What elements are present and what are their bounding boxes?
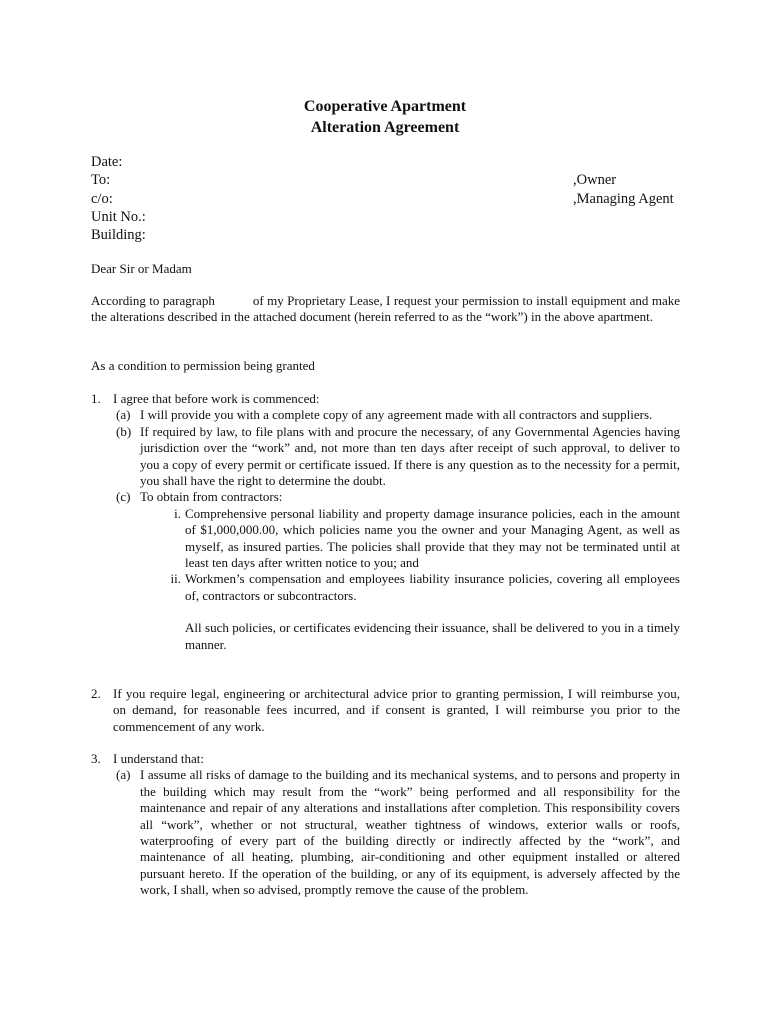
intro-part-1: According to paragraph [91, 293, 215, 308]
section-1 [91, 391, 680, 653]
section-1-item-a [91, 407, 680, 423]
section-2-number: 2. [91, 686, 101, 701]
unit-row [91, 208, 691, 226]
section-1-item-c-ii [91, 571, 680, 604]
unit-label: Unit No.: [91, 208, 146, 225]
to-row [91, 171, 691, 189]
title-line-1: Cooperative Apartment [303, 98, 467, 115]
condition-paragraph: As a condition to permission being granted [91, 358, 315, 373]
section-1-text: I agree that before work is commenced: [113, 391, 320, 406]
policies-note: All such policies, or certificates evidencing their issuance, shall be delivered to you in a timely manner. [185, 620, 680, 652]
section-1-item-c-i [91, 506, 680, 572]
section-1-heading [91, 391, 680, 407]
intro-part-2: of my Proprietary Lease, I request your permission to install equipment and make the alterations described in the attached document (herein referred to as the “work”) in the above apartment. [91, 293, 680, 325]
owner-label: ,Owner [573, 172, 617, 189]
section-3-heading [91, 751, 680, 767]
co-row [91, 190, 691, 208]
item-ii-text: Workmen’s compensation and employees liability insurance policies, covering all employees of, contractors or subcontractors. [185, 571, 680, 603]
title-line-2: Alteration Agreement [310, 119, 460, 136]
section-3-item-a-text: I assume all risks of damage to the building and its mechanical systems, and to persons and property in the building which may result from the “work” being performed and all responsibility for the maintenance and repair of any alterations and installations after completion. This responsibility covers all “work”, whether or not structural, weather tightness of windows, exterior walls or roofs, waterproofing of every part of the building directly or indirectly affected by the “work”, and maintenance of all heating, plumbing, air-conditioning and other equipment installed or altered pursuant hereto. If the operation of the building, or any of its equipment, is adversely affected by the work, I shall, when so advised, promptly remove the cause of the problem. [140, 767, 680, 898]
section-3-text: I understand that: [113, 751, 204, 766]
section-1-item-b [91, 424, 680, 490]
section-3-number: 3. [91, 751, 101, 766]
building-label: Building: [91, 227, 146, 244]
document-title [0, 96, 770, 138]
to-label: To: [91, 172, 111, 189]
item-b-text: If required by law, to file plans with and procure the necessary, of any Governmental Agencies having jurisdiction over the “work” and, not more than ten days after receipt of such approval, to deliver to you a copy of every permit or certificate issued. If there is any question as to the necessity for a permit, you shall have the right to determine the doubt. [140, 423, 680, 489]
section-2-text: If you require legal, engineering or architectural advice prior to granting permission, I will reimburse you, on demand, for reasonable fees incurred, and if consent is granted, I will reimburse you prior to the commencement of any work. [113, 686, 680, 734]
address-block [91, 153, 691, 244]
building-row [91, 226, 691, 244]
item-i-text: Comprehensive personal liability and property damage insurance policies, each in the amount of $1,000,000.00, which policies name you the owner and your Managing Agent, as well as myself, as insured parties. The policies shall provide that they may not be terminated until at least ten days after written notice to you; and [185, 505, 680, 571]
section-3 [91, 751, 680, 899]
item-c-text: To obtain from contractors: [140, 489, 283, 505]
item-ii-label: ii. [170, 571, 181, 587]
item-a-text: I will provide you with a complete copy of any agreement made with all contractors and suppliers. [140, 407, 653, 423]
date-label: Date: [91, 154, 123, 170]
item-i-label: i. [174, 505, 181, 521]
co-label: c/o: [91, 190, 113, 207]
item-a-label: (a) [116, 407, 131, 423]
item-b-label: (b) [116, 423, 132, 439]
managing-agent-label: ,Managing Agent [573, 190, 674, 207]
date-row [91, 153, 691, 171]
section-1-item-c [91, 489, 680, 505]
salutation: Dear Sir or Madam [91, 261, 192, 276]
section-1-number: 1. [91, 391, 101, 406]
intro-paragraph [91, 293, 680, 326]
item-c-label: (c) [116, 489, 131, 505]
section-3-item-a [91, 767, 680, 898]
section-2-body [91, 686, 680, 735]
section-2 [91, 686, 680, 735]
section-3-item-a-label: (a) [116, 767, 131, 783]
